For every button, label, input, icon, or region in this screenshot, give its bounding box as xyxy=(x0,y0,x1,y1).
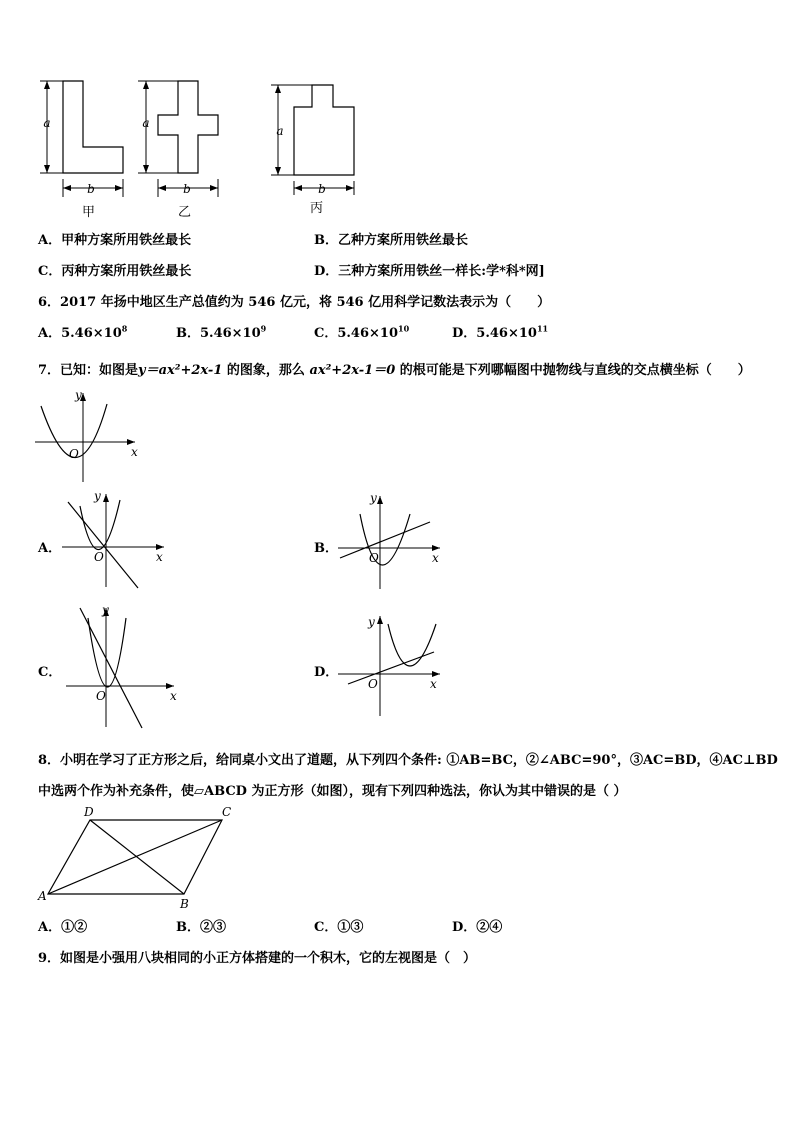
svg-text:A: A xyxy=(38,889,47,903)
svg-text:O: O xyxy=(369,551,379,565)
svg-text:a: a xyxy=(142,116,150,130)
svg-text:O: O xyxy=(368,677,378,691)
figure-yi xyxy=(133,75,233,215)
q8-option-b[interactable]: B．②③ xyxy=(176,920,227,935)
q7-given-graph xyxy=(35,390,145,485)
caption-bing: 丙 xyxy=(310,201,324,216)
svg-text:y: y xyxy=(75,388,82,402)
q7-graph-d xyxy=(338,612,458,717)
q5-option-a[interactable]: A．甲种方案所用铁丝最长 xyxy=(38,233,192,248)
svg-text:a: a xyxy=(276,124,284,138)
q8-stem-line2: 中选两个作为补充条件，使▱ABCD 为正方形（如图），现有下列四种选法，你认为其中错误的是（ ） xyxy=(38,784,627,799)
q7-option-a[interactable]: A． xyxy=(38,541,62,556)
svg-text:B: B xyxy=(180,897,189,911)
q8-parallelogram xyxy=(34,800,244,910)
q7-graph-c xyxy=(62,604,192,729)
svg-text:D: D xyxy=(84,805,94,819)
svg-text:O: O xyxy=(96,689,106,703)
q7-option-b[interactable]: B． xyxy=(314,541,338,556)
q6-option-c[interactable]: C．$5.46\times 10^{10}$ xyxy=(314,323,410,341)
q7-stem: 7．已知：如图是y＝ax²+2x-1 的图象，那么 ax²+2x-1＝0 的根可能是下列哪幅图中抛物线与直线的交点横坐标（ ） xyxy=(38,363,751,378)
svg-text:x: x xyxy=(156,550,163,564)
svg-text:x: x xyxy=(430,677,437,691)
q8-option-d[interactable]: D．②④ xyxy=(452,920,503,935)
label-b: b xyxy=(87,182,95,196)
q7-option-c[interactable]: C． xyxy=(38,665,62,680)
svg-text:x: x xyxy=(131,445,138,459)
q6-option-d[interactable]: D．$5.46\times 10^{11}$ xyxy=(452,323,549,341)
q8-option-c[interactable]: C．①③ xyxy=(314,920,364,935)
svg-text:b: b xyxy=(318,182,326,196)
q7-graph-b xyxy=(338,492,458,592)
figure-jia xyxy=(35,75,135,215)
svg-text:b: b xyxy=(183,182,191,196)
caption-jia: 甲 xyxy=(82,205,96,220)
q5-option-c[interactable]: C．丙种方案所用铁丝最长 xyxy=(38,264,192,279)
q7-option-d[interactable]: D． xyxy=(314,665,339,680)
label-a: a xyxy=(43,116,51,130)
caption-yi: 乙 xyxy=(178,205,192,220)
q7-graph-a xyxy=(62,489,182,592)
svg-text:C: C xyxy=(222,805,232,819)
svg-text:y: y xyxy=(94,489,101,503)
q8-option-a[interactable]: A．①② xyxy=(38,920,88,935)
q5-option-d[interactable]: D．三种方案所用铁丝一样长:学*科*网] xyxy=(314,264,545,279)
svg-text:x: x xyxy=(432,551,439,565)
q6-stem: 6．2017 年扬中地区生产总值约为 546 亿元，将 546 亿用科学记数法表示为（ ） xyxy=(38,295,551,310)
svg-text:x: x xyxy=(170,689,177,703)
q6-option-b[interactable]: B．$5.46\times 10^9$ xyxy=(176,323,267,341)
svg-text:y: y xyxy=(368,615,375,629)
q5-option-b[interactable]: B．乙种方案所用铁丝最长 xyxy=(314,233,469,248)
q8-stem-line1: 8．小明在学习了正方形之后，给同桌小文出了道题，从下列四个条件: ①AB=BC，②∠ABC=90°，③AC=BD，④AC⊥BD xyxy=(38,753,778,768)
svg-text:O: O xyxy=(94,550,104,564)
svg-text:y: y xyxy=(370,491,377,505)
q9-stem: 9．如图是小强用八块相同的小正方体搭建的一个积木，它的左视图是（ ） xyxy=(38,951,477,966)
q6-option-a[interactable]: A．$5.46\times 10^8$ xyxy=(38,323,128,341)
svg-text:O: O xyxy=(69,447,79,461)
svg-text:y: y xyxy=(102,603,109,617)
